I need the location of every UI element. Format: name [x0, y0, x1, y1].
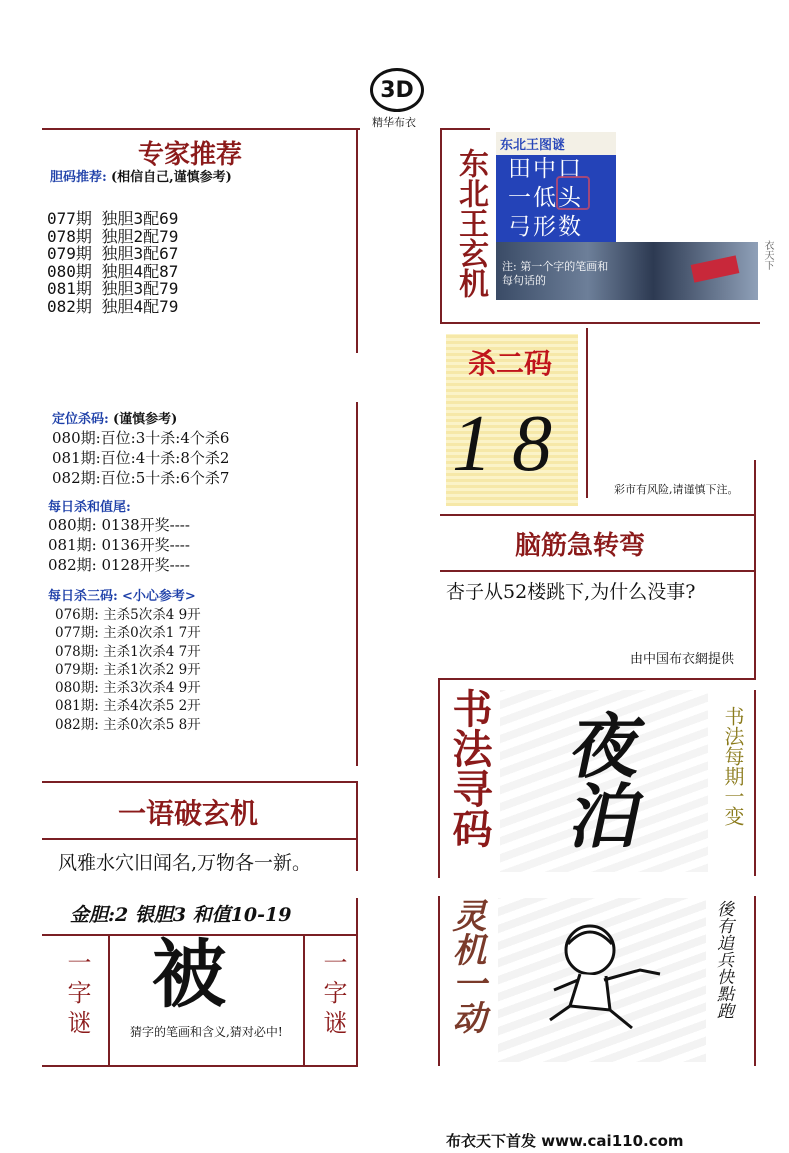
list-item: 078期: 主杀1次杀4 7开	[55, 643, 201, 660]
brain-right-border	[754, 514, 756, 680]
kill-title: 杀二码	[468, 347, 553, 380]
dan-list	[47, 210, 178, 315]
brain-credit: 由中国布衣網提供	[630, 652, 735, 667]
northeast-line: 弓形数	[508, 214, 583, 240]
brain-question: 杏子从52楼跳下,为什么没事?	[446, 581, 696, 603]
right-left-border-1	[440, 128, 442, 323]
kill-divider	[586, 328, 588, 498]
kill-bottom-rule	[440, 514, 756, 516]
list-item: 080期: 0138开奖----	[48, 516, 190, 534]
kill-panel	[446, 334, 578, 506]
list-item: 082期: 0128开奖----	[48, 556, 190, 574]
northeast-bottom-rule	[440, 322, 760, 324]
calligraphy-right-title: 书法每期一变	[721, 706, 745, 826]
lingji-caption: 後有追兵快點跑	[713, 900, 733, 1019]
list-item: 077期 独胆3配69	[47, 209, 179, 228]
northeast-edge-text: 衣天下	[762, 240, 773, 270]
list-item: 079期 独胆3配67	[47, 244, 179, 263]
left-border-top	[356, 128, 358, 353]
northeast-note	[502, 260, 612, 288]
three-list	[55, 606, 201, 734]
pos-header	[52, 408, 177, 427]
yiyu-mid-rule	[42, 838, 358, 840]
list-item: 080期: 主杀3次杀4 9开	[55, 680, 201, 697]
lingji-left-border	[438, 896, 440, 1066]
logo-text: 3D	[380, 77, 414, 103]
calligraphy-left-title: 书法寻码	[446, 688, 493, 848]
list-item: 079期: 主杀1次杀2 9开	[55, 661, 201, 678]
list-item: 078期 独胆2配79	[47, 226, 179, 246]
list-item: 082期 独胆4配79	[47, 296, 179, 316]
kill-numbers: 1 8	[452, 400, 552, 488]
three-label: 每日杀三码:	[48, 589, 118, 604]
header-rule	[42, 128, 360, 130]
running-cartoon-icon	[540, 910, 690, 1040]
riddle-side-right: 一字谜	[319, 950, 347, 1040]
kill-risk: 彩市有风险,请谨慎下注。	[614, 483, 739, 496]
northeast-photo-strip	[496, 242, 758, 300]
list-item: 076期: 主杀5次杀4 9开	[55, 607, 201, 623]
riddle-inner-left	[108, 934, 110, 1065]
logo-3d	[370, 68, 424, 112]
riddle-char: 被	[152, 932, 226, 1018]
list-item: 081期:百位:4十杀:8个杀2	[52, 449, 230, 467]
northeast-banner-title: 东北王图谜	[496, 132, 616, 155]
yiyu-right-border	[356, 781, 358, 871]
list-item: 080期:百位:3十杀:4个杀6	[52, 429, 230, 447]
daily-label: 每日杀和值尾:	[48, 500, 131, 515]
footer-text: 布衣天下首发 www.cai110.com	[446, 1132, 684, 1150]
riddle-numbers: 金胆:2 银胆3 和值10-19	[70, 904, 292, 926]
header-subtitle: 精华布衣	[372, 116, 416, 129]
brain-title: 脑筋急转弯	[515, 531, 646, 561]
northeast-line: 田中口	[508, 156, 583, 182]
lingji-left-title: 灵机一动	[446, 898, 486, 1034]
list-item: 081期 独胆3配79	[47, 279, 179, 298]
three-note: <小心参考>	[121, 589, 196, 604]
brain-title-rule	[440, 570, 756, 572]
list-item: 082期: 主杀0次杀5 8开	[55, 716, 201, 733]
list-item: 082期:百位:5十杀:6个杀7	[52, 469, 230, 487]
list-item: 080期 独胆4配87	[47, 261, 179, 281]
stamp-icon	[556, 176, 590, 210]
red-stamp-icon	[691, 255, 740, 282]
dan-note: (相信自己,谨慎参考)	[110, 170, 232, 185]
dan-header	[50, 166, 232, 185]
riddle-bottom-rule	[42, 1065, 358, 1067]
calligraphy-art-1: 夜	[563, 705, 651, 788]
list-item: 077期: 主杀0次杀1 7开	[55, 625, 201, 642]
list-item: 081期: 主杀4次杀5 2开	[55, 698, 201, 715]
pos-list	[52, 428, 229, 488]
three-header	[48, 585, 196, 604]
riddle-side-left: 一字谜	[63, 950, 91, 1040]
header-rule-right	[440, 128, 490, 130]
riddle-hint: 猜字的笔画和含义,猜对必中!	[130, 1025, 283, 1039]
northeast-note-label: 注:	[502, 260, 517, 273]
yiyu-text: 风雅水穴旧闻名,万物各一新。	[58, 852, 312, 874]
brain-bottom-rule	[440, 678, 756, 680]
riddle-right-border	[356, 898, 358, 1067]
daily-list	[48, 515, 190, 575]
list-item: 081期: 0136开奖----	[48, 536, 190, 554]
northeast-line: 一低头	[508, 185, 583, 211]
pos-label: 定位杀码:	[52, 412, 109, 427]
yiyu-top-rule	[42, 781, 358, 783]
dan-label: 胆码推荐:	[50, 170, 107, 185]
kill-right-border	[754, 460, 756, 520]
calligraphy-art-2: 泊	[563, 775, 651, 858]
northeast-vertical-title: 东北王玄机	[453, 148, 488, 298]
pos-note: (谨慎参考)	[112, 412, 178, 427]
riddle-inner-right	[303, 934, 305, 1065]
expert-title: 专家推荐	[138, 140, 243, 170]
northeast-note-text: 第一个字的笔画和每句话的	[502, 260, 609, 287]
yiyu-title: 一语破玄机	[118, 797, 259, 830]
calligraphy-right-border	[754, 690, 756, 876]
lingji-right-border	[754, 896, 756, 1066]
left-border-bottom	[356, 402, 358, 766]
calligraphy-left-border	[438, 678, 440, 878]
